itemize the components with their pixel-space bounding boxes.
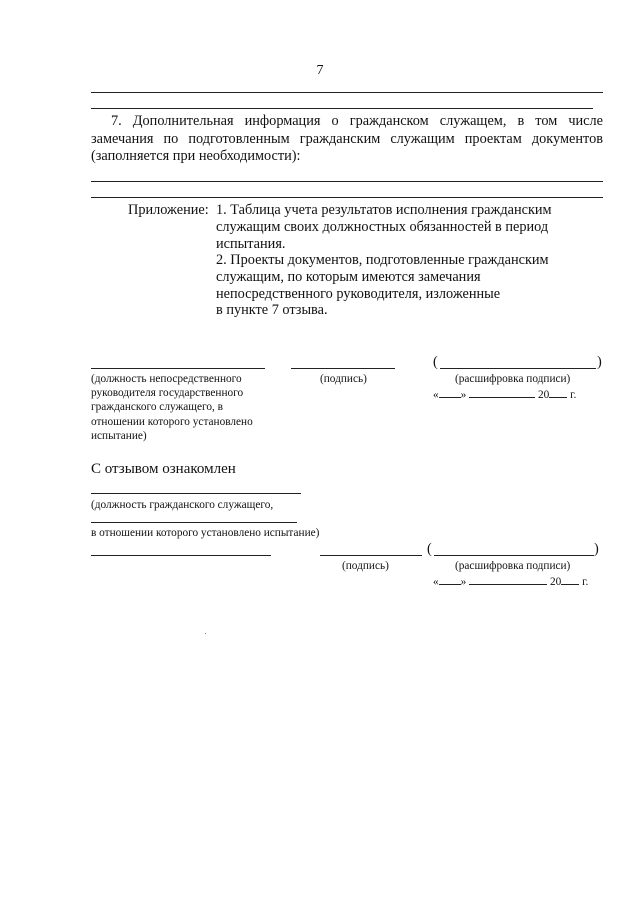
attachment-1-line-2: служащим своих должностных обязанностей в период xyxy=(216,219,549,235)
supervisor-position-caption-1: (должность непосредственного xyxy=(91,373,242,385)
date-year-suffix: г. xyxy=(570,389,577,401)
employee-position-caption-2: в отношении которого установлено испытание) xyxy=(91,527,320,539)
employee-decryption-caption: (расшифровка подписи) xyxy=(455,560,571,572)
date-close-quote: » xyxy=(460,389,467,401)
employee-open-paren: ( xyxy=(427,541,432,557)
info-blank-line-1 xyxy=(91,92,603,93)
date-month-blank xyxy=(469,573,547,585)
attachment-2-line-4: в пункте 7 отзыва. xyxy=(216,302,328,318)
section-7-paragraph xyxy=(91,113,603,166)
supervisor-decryption-caption: (расшифровка подписи) xyxy=(455,373,571,385)
supervisor-decryption-line xyxy=(440,368,596,369)
date-open-quote: « xyxy=(433,389,439,401)
supervisor-position-caption-5: испытание) xyxy=(91,430,147,442)
supervisor-signature-caption: (подпись) xyxy=(320,373,367,385)
section-7-line-1: 7. Дополнительная информация о гражданском служащем, в том числе xyxy=(111,113,603,129)
remarks-blank-line-2 xyxy=(91,197,603,198)
employee-decryption-line xyxy=(434,555,594,556)
section-7-line-2: замечания по подготовленным гражданским служащим проектам документов xyxy=(91,130,603,147)
supervisor-position-caption-3: гражданского служащего, в xyxy=(91,401,223,413)
employee-date xyxy=(433,573,588,590)
supervisor-position-caption-4: отношении которого установлено xyxy=(91,416,253,428)
supervisor-close-paren: ) xyxy=(597,354,602,370)
date-year-prefix: 20 xyxy=(537,389,550,401)
employee-position-line-3 xyxy=(91,555,271,556)
employee-signature-caption: (подпись) xyxy=(342,560,389,572)
date-year-suffix: г. xyxy=(582,576,589,588)
attachment-2-line-2: служащим, по которым имеются замечания xyxy=(216,269,481,285)
attachment-2-line-1: 2. Проекты документов, подготовленные гражданским xyxy=(216,252,549,268)
date-year-blank xyxy=(561,573,579,585)
date-day-blank xyxy=(439,386,461,398)
employee-position-caption-1: (должность гражданского служащего, xyxy=(91,499,274,511)
remarks-blank-line-1 xyxy=(91,181,603,182)
supervisor-open-paren: ( xyxy=(433,354,438,370)
supervisor-position-line xyxy=(91,368,265,369)
acknowledgement-heading: С отзывом ознакомлен xyxy=(91,461,236,477)
page-number: 7 xyxy=(316,63,324,78)
employee-close-paren: ) xyxy=(594,541,599,557)
date-year-prefix: 20 xyxy=(549,576,562,588)
employee-signature-line xyxy=(320,555,422,556)
attachments-label: Приложение: xyxy=(128,202,209,218)
attachment-2-line-3: непосредственного руководителя, изложенные xyxy=(216,286,501,302)
employee-position-line-1 xyxy=(91,493,301,494)
attachment-1-line-1: 1. Таблица учета результатов исполнения гражданским xyxy=(216,202,552,218)
scan-speck xyxy=(205,633,206,634)
date-day-blank xyxy=(439,573,461,585)
supervisor-position-caption-2: руководителя государственного xyxy=(91,387,244,399)
attachment-1-line-3: испытания. xyxy=(216,236,286,252)
date-close-quote: » xyxy=(460,576,467,588)
supervisor-signature-line xyxy=(291,368,395,369)
info-blank-line-2 xyxy=(91,108,593,109)
date-open-quote: « xyxy=(433,576,439,588)
date-month-blank xyxy=(469,386,535,398)
section-7-line-3: (заполняется при необходимости): xyxy=(91,148,301,164)
supervisor-date xyxy=(433,386,576,403)
employee-position-line-2 xyxy=(91,522,297,523)
date-year-blank xyxy=(549,386,567,398)
